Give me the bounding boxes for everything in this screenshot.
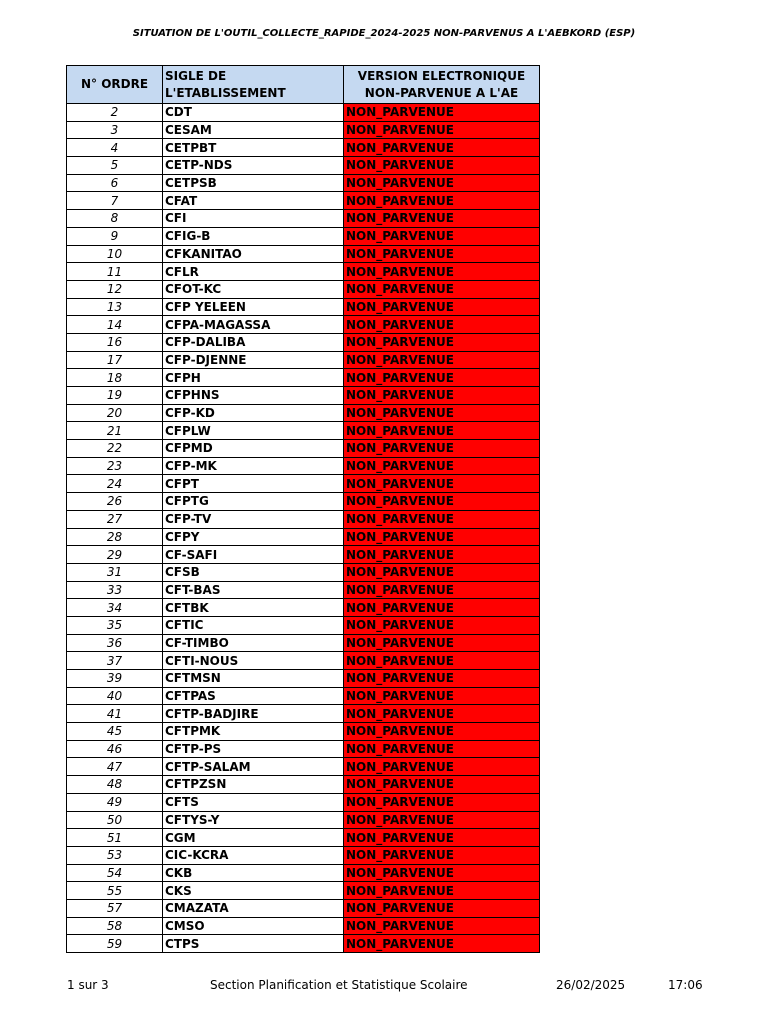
table-row: [67, 705, 540, 723]
cell-ordre: 41: [67, 705, 163, 723]
cell-sigle: CFIG-B: [163, 227, 344, 245]
cell-status: NON_PARVENUE: [344, 864, 540, 882]
cell-status: NON_PARVENUE: [344, 740, 540, 758]
cell-ordre: 45: [67, 723, 163, 741]
table-row: [67, 369, 540, 387]
cell-ordre: 4: [67, 139, 163, 157]
cell-sigle: CFPH: [163, 369, 344, 387]
cell-ordre: 9: [67, 227, 163, 245]
table-row: [67, 422, 540, 440]
cell-ordre: 40: [67, 687, 163, 705]
cell-ordre: 23: [67, 457, 163, 475]
table-row: [67, 263, 540, 281]
cell-sigle: CFTPMK: [163, 723, 344, 741]
cell-status: NON_PARVENUE: [344, 351, 540, 369]
cell-ordre: 54: [67, 864, 163, 882]
cell-status: NON_PARVENUE: [344, 546, 540, 564]
cell-sigle: CKB: [163, 864, 344, 882]
cell-ordre: 14: [67, 316, 163, 334]
footer-page-number: 1 sur 3: [67, 978, 109, 992]
cell-ordre: 47: [67, 758, 163, 776]
table-row: [67, 298, 540, 316]
cell-status: NON_PARVENUE: [344, 899, 540, 917]
cell-sigle: CGM: [163, 829, 344, 847]
footer-section-name: Section Planification et Statistique Scolaire: [210, 978, 468, 992]
cell-sigle: CFPY: [163, 528, 344, 546]
table-row: [67, 740, 540, 758]
cell-status: NON_PARVENUE: [344, 723, 540, 741]
table-row: [67, 687, 540, 705]
table-row: [67, 599, 540, 617]
column-header-version-line2: NON-PARVENUE A L'AE: [364, 85, 519, 100]
cell-status: NON_PARVENUE: [344, 157, 540, 175]
cell-sigle: CFPMD: [163, 440, 344, 458]
cell-status: NON_PARVENUE: [344, 917, 540, 935]
cell-sigle: CFP-TV: [163, 510, 344, 528]
cell-status: NON_PARVENUE: [344, 563, 540, 581]
cell-sigle: CFTP-SALAM: [163, 758, 344, 776]
table-row: [67, 351, 540, 369]
cell-sigle: CETPSB: [163, 174, 344, 192]
cell-ordre: 10: [67, 245, 163, 263]
cell-sigle: CF-SAFI: [163, 546, 344, 564]
cell-status: NON_PARVENUE: [344, 457, 540, 475]
cell-sigle: CETP-NDS: [163, 157, 344, 175]
cell-sigle: CFP-DALIBA: [163, 333, 344, 351]
cell-status: NON_PARVENUE: [344, 846, 540, 864]
cell-sigle: CMSO: [163, 917, 344, 935]
cell-status: NON_PARVENUE: [344, 210, 540, 228]
table-row: [67, 899, 540, 917]
cell-sigle: CFTP-BADJIRE: [163, 705, 344, 723]
table-row: [67, 121, 540, 139]
column-header-version: [344, 66, 540, 104]
cell-status: NON_PARVENUE: [344, 263, 540, 281]
cell-sigle: CFPHNS: [163, 387, 344, 405]
cell-status: NON_PARVENUE: [344, 440, 540, 458]
table-row: [67, 634, 540, 652]
cell-sigle: CTPS: [163, 935, 344, 953]
cell-ordre: 19: [67, 387, 163, 405]
cell-sigle: CFP-MK: [163, 457, 344, 475]
cell-sigle: CFTYS-Y: [163, 811, 344, 829]
cell-status: NON_PARVENUE: [344, 687, 540, 705]
cell-sigle: CFTPZSN: [163, 776, 344, 794]
cell-sigle: CFLR: [163, 263, 344, 281]
table-row: [67, 404, 540, 422]
table-row: [67, 139, 540, 157]
cell-status: NON_PARVENUE: [344, 280, 540, 298]
table-row: [67, 333, 540, 351]
cell-sigle: CFPA-MAGASSA: [163, 316, 344, 334]
cell-ordre: 50: [67, 811, 163, 829]
footer-time: 17:06: [668, 978, 703, 992]
status-table: [66, 65, 540, 953]
cell-status: NON_PARVENUE: [344, 333, 540, 351]
cell-ordre: 6: [67, 174, 163, 192]
cell-ordre: 53: [67, 846, 163, 864]
table-row: [67, 811, 540, 829]
table-row: [67, 210, 540, 228]
table-row: [67, 227, 540, 245]
table-row: [67, 581, 540, 599]
cell-sigle: CIC-KCRA: [163, 846, 344, 864]
cell-ordre: 24: [67, 475, 163, 493]
table-row: [67, 776, 540, 794]
cell-ordre: 33: [67, 581, 163, 599]
table-row: [67, 104, 540, 122]
cell-ordre: 3: [67, 121, 163, 139]
cell-status: NON_PARVENUE: [344, 599, 540, 617]
cell-ordre: 28: [67, 528, 163, 546]
cell-sigle: CMAZATA: [163, 899, 344, 917]
table-row: [67, 457, 540, 475]
cell-status: NON_PARVENUE: [344, 387, 540, 405]
cell-ordre: 59: [67, 935, 163, 953]
cell-ordre: 48: [67, 776, 163, 794]
cell-status: NON_PARVENUE: [344, 793, 540, 811]
header-row: [67, 66, 540, 104]
cell-status: NON_PARVENUE: [344, 652, 540, 670]
cell-sigle: CFKANITAO: [163, 245, 344, 263]
table-row: [67, 528, 540, 546]
table-row: [67, 174, 540, 192]
cell-sigle: CETPBT: [163, 139, 344, 157]
cell-sigle: CFTIC: [163, 616, 344, 634]
cell-sigle: CFPLW: [163, 422, 344, 440]
footer-date: 26/02/2025: [556, 978, 626, 992]
cell-ordre: 37: [67, 652, 163, 670]
cell-sigle: CFT-BAS: [163, 581, 344, 599]
table-row: [67, 846, 540, 864]
table-row: [67, 935, 540, 953]
cell-ordre: 21: [67, 422, 163, 440]
cell-status: NON_PARVENUE: [344, 174, 540, 192]
cell-ordre: 13: [67, 298, 163, 316]
cell-sigle: CESAM: [163, 121, 344, 139]
cell-sigle: CFPT: [163, 475, 344, 493]
cell-ordre: 17: [67, 351, 163, 369]
table-row: [67, 440, 540, 458]
cell-ordre: 2: [67, 104, 163, 122]
cell-ordre: 22: [67, 440, 163, 458]
cell-ordre: 55: [67, 882, 163, 900]
table-row: [67, 245, 540, 263]
cell-ordre: 36: [67, 634, 163, 652]
cell-sigle: CFPTG: [163, 493, 344, 511]
cell-status: NON_PARVENUE: [344, 139, 540, 157]
table-row: [67, 563, 540, 581]
cell-ordre: 57: [67, 899, 163, 917]
table-row: [67, 723, 540, 741]
cell-status: NON_PARVENUE: [344, 316, 540, 334]
cell-status: NON_PARVENUE: [344, 121, 540, 139]
table-row: [67, 829, 540, 847]
cell-status: NON_PARVENUE: [344, 811, 540, 829]
cell-status: NON_PARVENUE: [344, 935, 540, 953]
cell-status: NON_PARVENUE: [344, 758, 540, 776]
table-row: [67, 670, 540, 688]
cell-status: NON_PARVENUE: [344, 104, 540, 122]
cell-sigle: CFTP-PS: [163, 740, 344, 758]
cell-status: NON_PARVENUE: [344, 776, 540, 794]
table-row: [67, 387, 540, 405]
table-row: [67, 192, 540, 210]
cell-status: NON_PARVENUE: [344, 581, 540, 599]
cell-ordre: 35: [67, 616, 163, 634]
cell-ordre: 18: [67, 369, 163, 387]
cell-sigle: CFTMSN: [163, 670, 344, 688]
table-row: [67, 882, 540, 900]
cell-status: NON_PARVENUE: [344, 705, 540, 723]
cell-sigle: CFTBK: [163, 599, 344, 617]
table-row: [67, 546, 540, 564]
table-header: [67, 66, 540, 104]
cell-status: NON_PARVENUE: [344, 369, 540, 387]
column-header-ordre: N° ORDRE: [67, 66, 163, 104]
cell-status: NON_PARVENUE: [344, 670, 540, 688]
cell-status: NON_PARVENUE: [344, 882, 540, 900]
table-row: [67, 652, 540, 670]
cell-ordre: 16: [67, 333, 163, 351]
table-row: [67, 616, 540, 634]
cell-ordre: 51: [67, 829, 163, 847]
cell-status: NON_PARVENUE: [344, 422, 540, 440]
cell-status: NON_PARVENUE: [344, 298, 540, 316]
table-row: [67, 864, 540, 882]
cell-status: NON_PARVENUE: [344, 829, 540, 847]
table-row: [67, 316, 540, 334]
cell-status: NON_PARVENUE: [344, 227, 540, 245]
cell-status: NON_PARVENUE: [344, 510, 540, 528]
cell-sigle: CFOT-KC: [163, 280, 344, 298]
table-row: [67, 793, 540, 811]
cell-ordre: 26: [67, 493, 163, 511]
cell-status: NON_PARVENUE: [344, 616, 540, 634]
table-body: [67, 104, 540, 953]
cell-status: NON_PARVENUE: [344, 528, 540, 546]
cell-ordre: 27: [67, 510, 163, 528]
table-row: [67, 475, 540, 493]
table-row: [67, 758, 540, 776]
cell-ordre: 34: [67, 599, 163, 617]
cell-ordre: 39: [67, 670, 163, 688]
cell-ordre: 20: [67, 404, 163, 422]
document-title: SITUATION DE L'OUTIL_COLLECTE_RAPIDE_2024-2025 NON-PARVENUS A L'AEBKORD (ESP): [132, 28, 636, 39]
cell-status: NON_PARVENUE: [344, 192, 540, 210]
cell-sigle: CF-TIMBO: [163, 634, 344, 652]
cell-sigle: CFP-KD: [163, 404, 344, 422]
cell-sigle: CFSB: [163, 563, 344, 581]
table-row: [67, 280, 540, 298]
cell-ordre: 7: [67, 192, 163, 210]
cell-ordre: 12: [67, 280, 163, 298]
cell-ordre: 29: [67, 546, 163, 564]
table-row: [67, 493, 540, 511]
cell-sigle: CDT: [163, 104, 344, 122]
cell-ordre: 8: [67, 210, 163, 228]
cell-status: NON_PARVENUE: [344, 493, 540, 511]
cell-ordre: 46: [67, 740, 163, 758]
cell-sigle: CKS: [163, 882, 344, 900]
cell-ordre: 5: [67, 157, 163, 175]
cell-ordre: 11: [67, 263, 163, 281]
table-row: [67, 917, 540, 935]
cell-status: NON_PARVENUE: [344, 634, 540, 652]
column-header-version-line1: VERSION ELECTRONIQUE: [357, 68, 526, 83]
cell-ordre: 31: [67, 563, 163, 581]
table-row: [67, 157, 540, 175]
cell-sigle: CFP-DJENNE: [163, 351, 344, 369]
cell-status: NON_PARVENUE: [344, 404, 540, 422]
column-header-sigle: SIGLE DE L'ETABLISSEMENT: [163, 66, 344, 104]
cell-sigle: CFAT: [163, 192, 344, 210]
cell-sigle: CFTS: [163, 793, 344, 811]
cell-ordre: 58: [67, 917, 163, 935]
table-row: [67, 510, 540, 528]
cell-status: NON_PARVENUE: [344, 245, 540, 263]
cell-sigle: CFTI-NOUS: [163, 652, 344, 670]
cell-sigle: CFTPAS: [163, 687, 344, 705]
cell-status: NON_PARVENUE: [344, 475, 540, 493]
cell-sigle: CFP YELEEN: [163, 298, 344, 316]
cell-sigle: CFI: [163, 210, 344, 228]
cell-ordre: 49: [67, 793, 163, 811]
